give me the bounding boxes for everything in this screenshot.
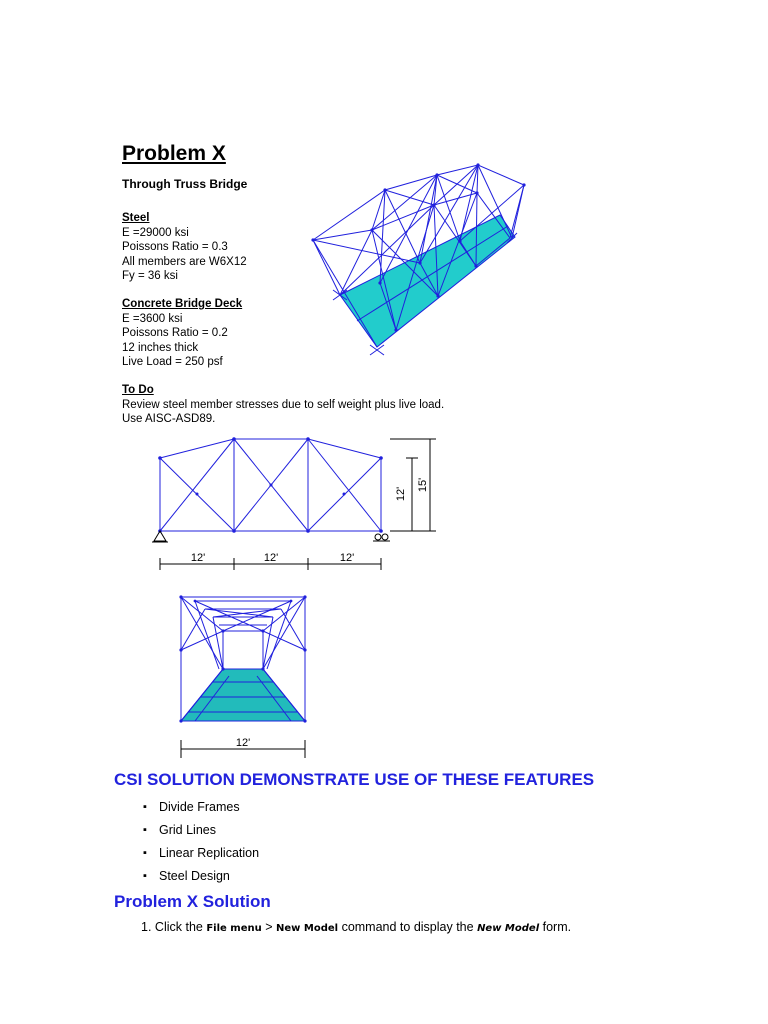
step-number: 1. — [141, 920, 152, 934]
steel-line: Poissons Ratio = 0.3 — [122, 241, 228, 254]
steel-heading: Steel — [122, 212, 150, 224]
truss-3d-view — [300, 160, 540, 370]
features-list — [143, 799, 259, 891]
step-text: command to display the — [341, 920, 474, 934]
step-separator: > — [265, 920, 273, 934]
deck-properties — [122, 297, 242, 370]
solution-step-1 — [141, 920, 571, 934]
deck-line: 12 inches thick — [122, 341, 199, 354]
new-model-command: New Model — [276, 923, 339, 934]
width-label: 12' — [235, 737, 251, 749]
steel-line: Fy = 36 ksi — [122, 270, 178, 283]
span-label: 12' — [263, 552, 279, 564]
feature-item: ▪ Divide Frames — [143, 799, 259, 822]
features-heading: CSI SOLUTION DEMONSTRATE USE OF THESE FEATURES — [114, 770, 595, 789]
steel-line: E =29000 ksi — [122, 226, 189, 239]
deck-line: E =3600 ksi — [122, 312, 183, 325]
feature-item: ▪ Linear Replication — [143, 845, 259, 868]
height-label: 12' — [395, 486, 407, 502]
file-menu-command: File menu — [206, 923, 262, 934]
page-subtitle: Through Truss Bridge — [122, 177, 248, 191]
span-label: 12' — [339, 552, 355, 564]
feature-item: ▪ Steel Design — [143, 868, 259, 891]
span-label: 12' — [190, 552, 206, 564]
todo-section — [122, 383, 444, 427]
todo-heading: To Do — [122, 384, 154, 396]
steel-line: All members are W6X12 — [122, 255, 247, 268]
deck-line: Poissons Ratio = 0.2 — [122, 327, 228, 340]
todo-line: Review steel member stresses due to self weight plus live load. — [122, 398, 445, 411]
deck-heading: Concrete Bridge Deck — [122, 298, 243, 310]
new-model-form-name: New Model — [477, 923, 540, 934]
feature-item: ▪ Grid Lines — [143, 822, 259, 845]
page-title: Problem X — [122, 142, 226, 165]
step-text: form. — [542, 920, 572, 934]
solution-heading: Problem X Solution — [114, 892, 271, 911]
steel-properties — [122, 211, 247, 284]
truss-section-diagram — [170, 588, 320, 763]
truss-elevation-diagram — [145, 428, 445, 578]
step-text: Click the — [154, 920, 203, 934]
deck-line: Live Load = 250 psf — [122, 356, 223, 369]
todo-line: Use AISC-ASD89. — [122, 413, 216, 426]
height-label: 15' — [417, 477, 429, 493]
